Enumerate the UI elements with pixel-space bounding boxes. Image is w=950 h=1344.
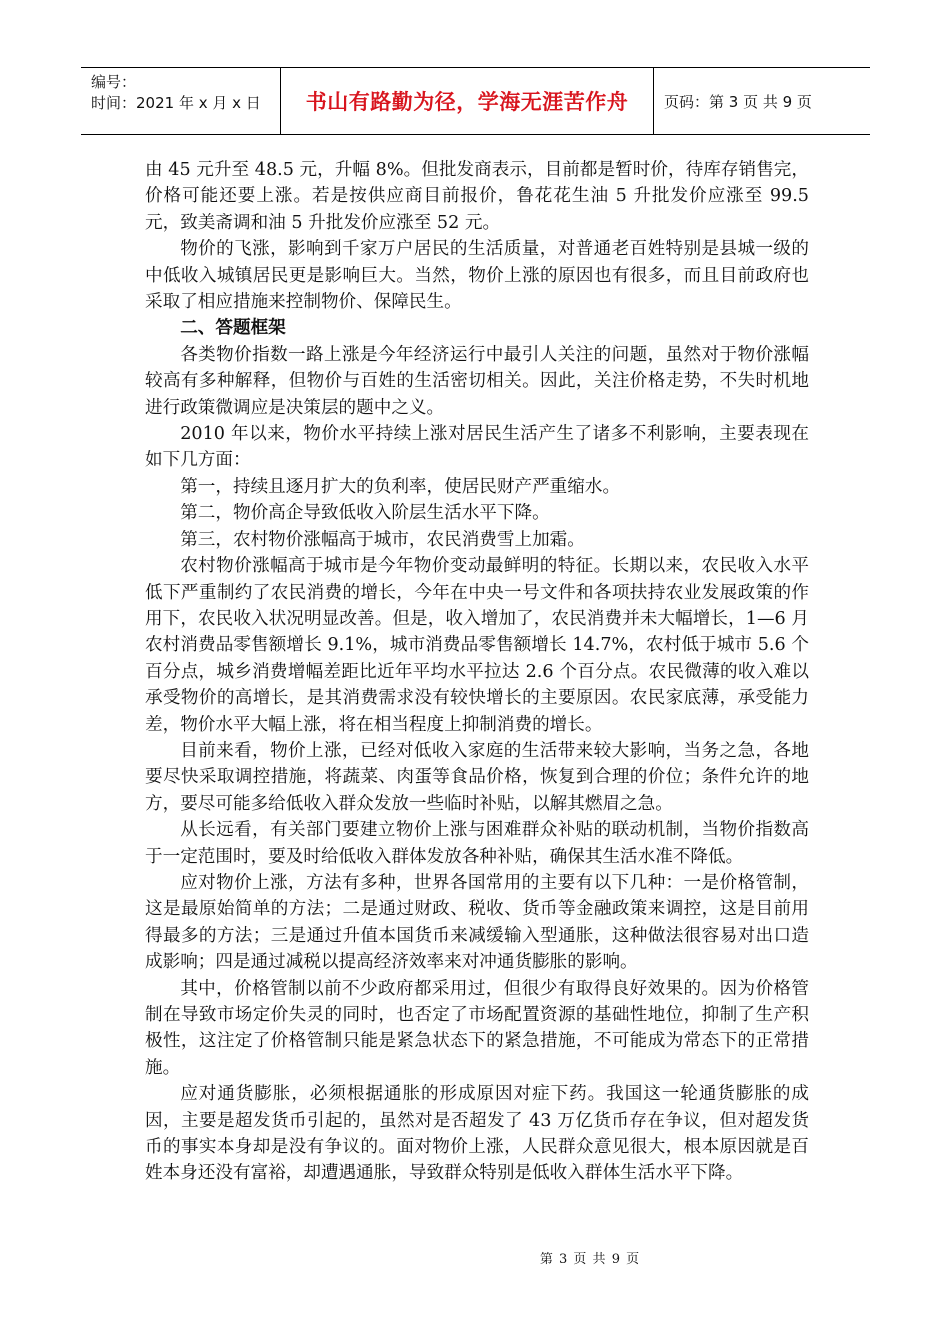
page-footer bbox=[0, 1248, 950, 1267]
paragraph: 第二，物价高企导致低收入阶层生活水平下降。 bbox=[180, 503, 550, 524]
paragraph: 第三，农村物价涨幅高于城市，农民消费雪上加霜。 bbox=[180, 529, 585, 550]
header-meta bbox=[81, 68, 281, 134]
header-page-number: 页码：第 3 页 共 9 页 bbox=[664, 92, 812, 111]
paragraph: 从长远看，有关部门要建立物价上涨与困难群众补贴的联动机制，当物价指数高于一定范围时，要及时给低收入群体发放各种补贴，确保其生活水准不降低。 bbox=[145, 820, 809, 867]
document-body bbox=[145, 157, 809, 1187]
paragraph: 应对物价上涨，方法有多种，世界各国常用的主要有以下几种：一是价格管制，这是最原始简单的方法；二是通过财政、税收、货币等金融政策来调控，这是目前用得最多的方法；三是通过升值本国货币来减缓输入型通胀，这种做法很容易对出口造成影响；四是通过减税以提高经济效率来对冲通货膨胀的影响。 bbox=[145, 872, 809, 973]
paragraph: 物价的飞涨，影响到千家万户居民的生活质量，对普通老百姓特别是县城一级的中低收入城镇居民更是影响巨大。当然，物价上涨的原因也有很多，而且目前政府也采取了相应措施来控制物价、保障民生。 bbox=[145, 239, 809, 313]
document-number-label: 编号： bbox=[91, 73, 137, 91]
paragraph: 应对通货膨胀，必须根据通胀的形成原因对症下药。我国这一轮通货膨胀的成因，主要是超发货币引起的，虽然对是否超发了 43 万亿货币存在争议，但对超发货币的事实本身却是没有争议的。面对物价上涨，人民群众意见很大，根本原因就是百姓本身还没有富裕，却遭遇通胀，导致群众特别是低收入群体生活水平下降。 bbox=[145, 1084, 809, 1184]
paragraph: 2010 年以来，物价水平持续上涨对居民生活产生了诸多不利影响，主要表现在如下几方面： bbox=[145, 424, 809, 471]
document-time-label: 时间：2021 年 x 月 x 日 bbox=[91, 94, 261, 112]
footer-page-number: 第 3 页 共 9 页 bbox=[539, 1252, 641, 1267]
section-heading: 二、答题框架 bbox=[180, 318, 286, 339]
header-motto: 书山有路勤为径，学海无涯苦作舟 bbox=[281, 68, 654, 134]
page-header bbox=[81, 67, 870, 135]
paragraph: 目前来看，物价上涨，已经对低收入家庭的生活带来较大影响，当务之急，各地要尽快采取调控措施，将蔬菜、肉蛋等食品价格，恢复到合理的价位；条件允许的地方，要尽可能多给低收入群众发放一些临时补贴，以解其燃眉之急。 bbox=[145, 740, 809, 814]
paragraph: 各类物价指数一路上涨是今年经济运行中最引人关注的问题，虽然对于物价涨幅较高有多种解释，但物价与百姓的生活密切相关。因此，关注价格走势，不失时机地进行政策微调应是决策层的题中之义。 bbox=[145, 344, 809, 418]
paragraph: 农村物价涨幅高于城市是今年物价变动最鲜明的特征。长期以来，农民收入水平低下严重制约了农民消费的增长，今年在中央一号文件和各项扶持农业发展政策的作用下，农民收入状况明显改善。但是，收入增加了，农民消费并未大幅增长，1—6 月农村消费品零售额增长 9.1%，城市消费品零售额增长 14.7%，农村低于城市 5.6 个百分点，城乡消费增幅差距比近年平均水平拉达 2.6 个百分点。农民微薄的收入难以承受物价的高增长，是其消费需求没有较快增长的主要原因。农民家底薄，承受能力差，物价水平大幅上涨，将在相当程度上抑制消费的增长。 bbox=[145, 556, 809, 735]
paragraph: 由 45 元升至 48.5 元，升幅 8%。但批发商表示，目前都是暂时价，待库存销售完，价格可能还要上涨。若是按供应商目前报价，鲁花花生油 5 升批发价应涨至 99.5 元，致美斋调和油 5 升批发价应涨至 52 元。 bbox=[145, 160, 809, 233]
paragraph: 第一，持续且逐月扩大的负利率，使居民财产严重缩水。 bbox=[180, 476, 621, 497]
paragraph: 其中，价格管制以前不少政府都采用过，但很少有取得良好效果的。因为价格管制在导致市场定价失灵的同时，也否定了市场配置资源的基础性地位，抑制了生产积极性，这注定了价格管制只能是紧急状态下的紧急措施，不可能成为常态下的正常措施。 bbox=[145, 978, 809, 1078]
